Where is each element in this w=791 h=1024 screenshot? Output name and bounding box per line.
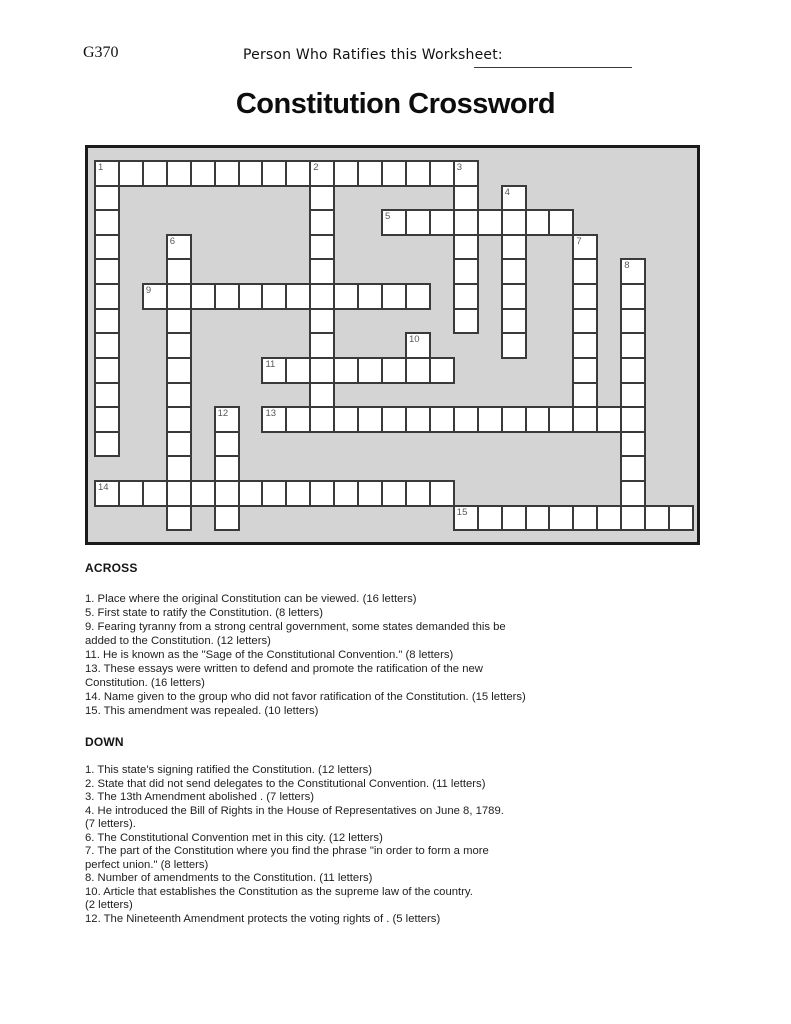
- grid-cell: [309, 209, 335, 236]
- clue-line: 10. Article that establishes the Constitution as the supreme law of the country.: [85, 885, 473, 898]
- grid-cell: [357, 283, 383, 310]
- grid-cell: [238, 160, 264, 187]
- page-title: Constitution Crossword: [235, 88, 556, 120]
- cell-number: 6: [169, 235, 176, 247]
- grid-cell: [620, 332, 646, 359]
- grid-cell: [501, 234, 527, 261]
- clue-line: 7. The part of the Constitution where you find the phrase "in order to form a more: [85, 845, 489, 857]
- grid-cell: [214, 480, 240, 507]
- grid-cell: [309, 480, 335, 507]
- grid-cell: [166, 308, 192, 335]
- grid-cell: [94, 283, 120, 310]
- grid-cell: [309, 382, 335, 409]
- grid-cell: [94, 308, 120, 335]
- grid-cell: [166, 332, 192, 359]
- grid-cell: [190, 283, 216, 310]
- grid-cell: [620, 258, 646, 285]
- grid-cell: [501, 505, 527, 532]
- grid-cell: [381, 480, 407, 507]
- grid-cell: [405, 480, 431, 507]
- cell-number: 8: [624, 260, 630, 272]
- grid-cell: [477, 406, 503, 433]
- grid-cell: [405, 406, 431, 433]
- grid-cell: [261, 283, 287, 310]
- grid-cell: [94, 160, 120, 187]
- grid-cell: [644, 505, 670, 532]
- grid-cell: [166, 160, 192, 187]
- grid-cell: [357, 480, 383, 507]
- clue-line: 3. The 13th Amendment abolished . (7 letters): [85, 791, 314, 803]
- cell-number: 7: [576, 235, 582, 247]
- grid-cell: [620, 308, 646, 335]
- grid-cell: [453, 258, 479, 285]
- clue-line: 12. The Nineteenth Amendment protects the voting rights of . (5 letters): [85, 912, 441, 925]
- grid-cell: [501, 209, 527, 236]
- clue-line: 9. Fearing tyranny from a strong central government, some states demanded this be: [85, 621, 506, 633]
- grid-cell: [166, 258, 192, 285]
- clue-line: Constitution. (16 letters): [85, 677, 205, 689]
- grid-cell: [94, 332, 120, 359]
- clue-line: 5. First state to ratify the Constitution. (8 letters): [85, 607, 323, 619]
- cell-number: 1: [98, 162, 104, 173]
- grid-cell: [261, 480, 287, 507]
- grid-cell: [453, 505, 479, 532]
- grid-cell: [333, 480, 359, 507]
- grid-cell: [261, 406, 287, 433]
- grid-cell: [620, 480, 646, 507]
- grid-cell: [190, 160, 216, 187]
- grid-cell: [214, 406, 240, 433]
- grid-cell: [309, 160, 335, 187]
- grid-cell: [285, 406, 311, 433]
- grid-cell: [285, 283, 311, 310]
- clue-line: 2. State that did not send delegates to the Constitutional Convention. (11 letters): [85, 777, 486, 790]
- grid-cell: [214, 160, 240, 187]
- grid-cell: [620, 382, 646, 409]
- grid-cell: [405, 160, 431, 187]
- grid-cell: [166, 505, 192, 532]
- grid-cell: [501, 406, 527, 433]
- clue-line: added to the Constitution. (12 letters): [85, 635, 271, 647]
- grid-cell: [214, 431, 240, 458]
- grid-cell: [429, 160, 455, 187]
- grid-cell: [405, 283, 431, 310]
- grid-cell: [357, 406, 383, 433]
- grid-cell: [94, 209, 120, 236]
- grid-cell: [333, 357, 359, 384]
- grid-cell: [477, 505, 503, 532]
- grid-cell: [190, 480, 216, 507]
- grid-cell: [405, 209, 431, 236]
- crossword-grid: [85, 145, 700, 545]
- grid-cell: [166, 480, 192, 507]
- grid-cell: [142, 480, 168, 507]
- grid-cell: [453, 283, 479, 310]
- ratifier-blank-line: [474, 51, 632, 68]
- cell-number: 10: [408, 334, 420, 346]
- grid-cell: [166, 455, 192, 482]
- grid-cell: [309, 258, 335, 285]
- clue-line: 11. He is known as the "Sage of the Constitutional Convention." (8 letters): [85, 649, 454, 661]
- grid-cell: [620, 431, 646, 458]
- grid-cell: [501, 308, 527, 335]
- grid-cell: [94, 258, 120, 285]
- grid-cell: [620, 283, 646, 310]
- grid-cell: [285, 480, 311, 507]
- grid-cell: [238, 283, 264, 310]
- grid-cell: [405, 332, 431, 359]
- grid-cell: [214, 283, 240, 310]
- grid-cell: [381, 209, 407, 236]
- grid-cell: [453, 209, 479, 236]
- grid-cell: [453, 160, 479, 187]
- clue-line: 13. These essays were written to defend and promote the ratification of the new: [85, 663, 483, 675]
- grid-cell: [572, 258, 598, 285]
- cell-number: 13: [265, 408, 277, 420]
- grid-cell: [166, 406, 192, 433]
- grid-cell: [94, 480, 120, 507]
- clue-line: 4. He introduced the Bill of Rights in the House of Representatives on June 8, 1789.: [85, 804, 504, 817]
- grid-cell: [429, 480, 455, 507]
- grid-cell: [596, 505, 622, 532]
- grid-cell: [525, 406, 551, 433]
- grid-cell: [477, 209, 503, 236]
- grid-cell: [309, 332, 335, 359]
- grid-cell: [309, 357, 335, 384]
- grid-cell: [357, 160, 383, 187]
- grid-cell: [381, 160, 407, 187]
- grid-cell: [572, 382, 598, 409]
- grid-cell: [357, 357, 383, 384]
- grid-cell: [142, 160, 168, 187]
- grid-cell: [501, 258, 527, 285]
- clue-line: (2 letters): [85, 899, 133, 911]
- grid-cell: [261, 357, 287, 384]
- down-clue-list: [85, 764, 705, 926]
- grid-cell: [118, 160, 144, 187]
- clue-line: 15. This amendment was repealed. (10 letters): [85, 705, 319, 717]
- grid-cell: [453, 185, 479, 212]
- grid-cell: [620, 406, 646, 433]
- clue-line: 14. Name given to the group who did not favor ratification of the Constitution. (15 letters): [85, 691, 526, 703]
- cell-number: 4: [504, 186, 510, 198]
- grid-cell: [94, 406, 120, 433]
- grid-cell: [572, 406, 598, 433]
- cell-number: 15: [456, 506, 468, 518]
- grid-cell: [166, 357, 192, 384]
- grid-cell: [166, 283, 192, 310]
- grid-cell: [309, 283, 335, 310]
- ratifier-label: Person Who Ratifies this Worksheet:: [243, 47, 503, 63]
- grid-cell: [94, 382, 120, 409]
- cell-number: 3: [456, 162, 463, 173]
- grid-cell: [309, 406, 335, 433]
- grid-cell: [166, 431, 192, 458]
- down-heading: DOWN: [85, 735, 124, 749]
- grid-cell: [525, 209, 551, 236]
- grid-cell: [333, 283, 359, 310]
- grid-cell: [309, 308, 335, 335]
- grid-cell: [501, 332, 527, 359]
- grid-cell: [405, 357, 431, 384]
- grid-cell: [94, 234, 120, 261]
- grid-cell: [501, 185, 527, 212]
- clue-line: 1. This state's signing ratified the Constitution. (12 letters): [85, 764, 373, 776]
- grid-cell: [214, 505, 240, 532]
- grid-cell: [94, 357, 120, 384]
- cell-number: 11: [265, 358, 276, 370]
- grid-cell: [572, 357, 598, 384]
- grid-cell: [166, 234, 192, 261]
- grid-cell: [548, 505, 574, 532]
- grid-cell: [381, 406, 407, 433]
- grid-cell: [501, 283, 527, 310]
- grid-cell: [453, 234, 479, 261]
- grid-cell: [381, 357, 407, 384]
- grid-cell: [94, 431, 120, 458]
- grid-cell: [261, 160, 287, 187]
- grid-cell: [453, 406, 479, 433]
- grid-cell: [620, 357, 646, 384]
- grid-cell: [620, 455, 646, 482]
- cell-number: 2: [313, 162, 319, 173]
- across-clue-list: [85, 592, 705, 718]
- clue-line: (7 letters).: [85, 818, 136, 830]
- grid-cell: [572, 234, 598, 261]
- clue-line: 8. Number of amendments to the Constitution. (11 letters): [85, 872, 373, 884]
- cell-number: 14: [98, 482, 109, 494]
- grid-cell: [381, 283, 407, 310]
- grid-cell: [620, 505, 646, 532]
- grid-cell: [309, 234, 335, 261]
- clue-line: 1. Place where the original Constitution can be viewed. (16 letters): [85, 593, 417, 605]
- grid-cell: [548, 406, 574, 433]
- grid-cell: [572, 283, 598, 310]
- grid-cell: [453, 308, 479, 335]
- clue-line: 6. The Constitutional Convention met in this city. (12 letters): [85, 831, 383, 844]
- grid-cell: [548, 209, 574, 236]
- clue-line: perfect union." (8 letters): [85, 858, 209, 871]
- grid-cell: [596, 406, 622, 433]
- grid-cell: [214, 455, 240, 482]
- grid-cell: [572, 308, 598, 335]
- grid-cell: [142, 283, 168, 310]
- grid-cell: [525, 505, 551, 532]
- grid-cell: [572, 332, 598, 359]
- cell-number: 5: [385, 211, 391, 223]
- grid-cell: [285, 160, 311, 187]
- grid-cell: [429, 357, 455, 384]
- grid-cell: [166, 382, 192, 409]
- grid-cell: [94, 185, 120, 212]
- grid-cell: [668, 505, 694, 532]
- grid-cell: [429, 209, 455, 236]
- cell-number: 9: [145, 285, 152, 297]
- grid-cell: [333, 406, 359, 433]
- grid-cell: [309, 185, 335, 212]
- grid-cell: [572, 505, 598, 532]
- cell-number: 12: [217, 408, 229, 420]
- grid-cell: [118, 480, 144, 507]
- grid-cell: [333, 160, 359, 187]
- worksheet-code: G370: [83, 44, 119, 61]
- grid-cell: [429, 406, 455, 433]
- grid-cell: [285, 357, 311, 384]
- across-heading: ACROSS: [85, 561, 138, 575]
- grid-cell: [238, 480, 264, 507]
